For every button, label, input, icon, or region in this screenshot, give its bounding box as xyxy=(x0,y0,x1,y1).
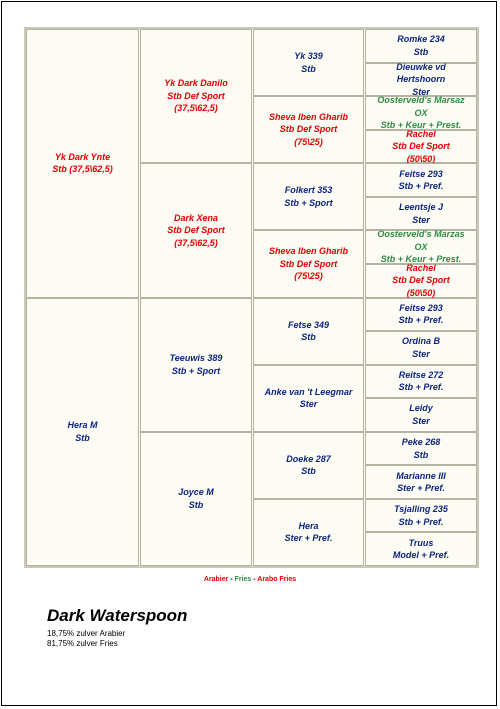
ancestor-line: Ster xyxy=(412,348,430,359)
ancestor-line: Truus xyxy=(408,537,434,548)
ancestor-line: Stb xyxy=(413,449,429,460)
ancestor-line: Stb + Pref. xyxy=(398,382,444,393)
percentage-fries: 81,75% zulver Fries xyxy=(47,639,118,648)
ancestor-line: Stb + Sport xyxy=(284,197,333,208)
ancestor-line: (50\50) xyxy=(406,287,436,298)
ancestor-line: Stb + Pref. xyxy=(398,181,444,192)
ancestor-line: (50\50) xyxy=(406,153,436,164)
ancestor-line: Stb + Sport xyxy=(171,365,221,376)
ancestor-line: Hera xyxy=(298,520,319,531)
ancestor-line: Stb Def Sport xyxy=(392,275,450,286)
ancestor-gen2-3 xyxy=(140,298,252,432)
ancestor-gen2-1 xyxy=(140,29,252,163)
ancestor-line: Ster xyxy=(412,415,430,426)
ancestor-line: Ster xyxy=(412,86,430,97)
ancestor-line: Hera M xyxy=(67,420,98,431)
ancestor-gen3-3 xyxy=(253,163,364,230)
ancestor-gen3-6 xyxy=(253,365,364,432)
ancestor-gen4-8 xyxy=(365,264,477,298)
ancestor-line: Yk Dark Danilo xyxy=(164,78,228,89)
ancestor-line: Oosterveld's Marzas xyxy=(377,229,465,240)
ancestor-gen4-9 xyxy=(365,298,477,332)
ancestor-gen4-11 xyxy=(365,365,477,399)
ancestor-gen4-12 xyxy=(365,398,477,432)
ancestor-line: Stb Def Sport xyxy=(279,124,338,135)
ancestor-gen4-10 xyxy=(365,331,477,365)
color-legend xyxy=(0,576,500,583)
ancestor-gen3-5 xyxy=(253,298,364,365)
ancestor-line: Ster + Pref. xyxy=(397,483,445,494)
ancestor-line: Peke 268 xyxy=(401,437,441,448)
ancestor-line: Marianne III xyxy=(396,470,446,481)
ancestor-line: Oosterveld's Marsaz xyxy=(377,95,465,106)
ancestor-line: Leidy xyxy=(409,403,433,414)
ancestor-line: Fetse 349 xyxy=(287,319,330,330)
ancestor-line: Stb + Pref. xyxy=(398,315,444,326)
ancestor-line: Stb xyxy=(413,46,429,57)
ancestor-gen4-15 xyxy=(365,499,477,533)
ancestor-line: OX xyxy=(414,241,428,252)
ancestor-line: Stb xyxy=(188,499,204,510)
ancestor-line: OX xyxy=(414,107,428,118)
ancestor-line: Stb Def Sport xyxy=(392,141,450,152)
ancestor-line: Stb xyxy=(301,466,316,477)
ancestor-line: Stb + Pref. xyxy=(398,516,444,527)
ancestor-line: Tsjalling 235 xyxy=(394,504,448,515)
ancestor-gen4-3 xyxy=(365,96,477,130)
ancestor-line: Joyce M xyxy=(178,487,214,498)
ancestor-gen2-4 xyxy=(140,432,252,566)
ancestor-line: Stb Def Sport xyxy=(167,225,225,236)
ancestor-gen4-7 xyxy=(365,230,477,264)
ancestor-gen4-1 xyxy=(365,29,477,63)
ancestor-gen3-8 xyxy=(253,499,364,566)
ancestor-gen3-1 xyxy=(253,29,364,96)
ancestor-gen4-4 xyxy=(365,130,477,164)
ancestor-line: Rachel xyxy=(406,128,436,139)
ancestor-line: Ster xyxy=(299,399,318,410)
ancestor-line: Stb xyxy=(301,63,316,74)
ancestor-line: Ster + Pref. xyxy=(284,533,333,544)
ancestor-gen3-4 xyxy=(253,230,364,297)
ancestor-gen2-2 xyxy=(140,163,252,297)
ancestor-line: Stb xyxy=(75,432,90,443)
horse-name: Dark Waterspoon xyxy=(47,606,188,625)
ancestor-line: Yk 339 xyxy=(294,51,323,62)
ancestor-line: (75\25) xyxy=(294,271,323,282)
legend-arabier: Arabier xyxy=(203,576,229,583)
ancestor-gen4-13 xyxy=(365,432,477,466)
ancestor-gen3-7 xyxy=(253,432,364,499)
ancestor-line: (37,5\62,5) xyxy=(174,237,218,248)
ancestor-gen4-2 xyxy=(365,63,477,97)
ancestor-line: Romke 234 xyxy=(397,34,445,45)
ancestor-line: Sheva Iben Gharib xyxy=(268,246,349,257)
ancestor-line: Doeke 287 xyxy=(286,453,331,464)
ancestor-line: Yk Dark Ynte xyxy=(54,151,111,162)
ancestor-line: Dark Xena xyxy=(173,212,219,223)
ancestor-gen3-2 xyxy=(253,96,364,163)
legend-arabo-fries: Arabo Fries xyxy=(257,576,297,583)
ancestor-line: Sheva Iben Gharib xyxy=(268,111,349,122)
ancestor-line: Anke van 't Leegmar xyxy=(264,386,353,397)
ancestor-line: Folkert 353 xyxy=(284,185,333,196)
ancestor-line: Ster xyxy=(412,214,430,225)
ancestor-gen4-14 xyxy=(365,465,477,499)
legend-separator: - xyxy=(228,576,235,583)
ancestor-line: Teeuwis 389 xyxy=(169,353,223,364)
ancestor-line: Feitse 293 xyxy=(399,168,443,179)
ancestor-line: Feitse 293 xyxy=(399,302,443,313)
ancestor-gen1-1 xyxy=(26,29,139,298)
ancestor-line: Hertshoorn xyxy=(396,74,446,85)
percentage-arabier: 18,75% zulver Arabier xyxy=(47,629,126,638)
ancestor-line: (37,5\62,5) xyxy=(174,103,218,114)
ancestor-line: Dieuwke vd xyxy=(396,61,446,72)
ancestor-line: Reitse 272 xyxy=(398,369,444,380)
ancestor-line: Stb Def Sport xyxy=(279,258,338,269)
legend-fries: Fries xyxy=(234,576,252,583)
ancestor-gen1-2 xyxy=(26,298,139,567)
ancestor-line: Model + Pref. xyxy=(392,550,450,561)
ancestor-line: Stb + Keur + Prest. xyxy=(380,120,462,131)
ancestor-line: Stb (37,5\62,5) xyxy=(52,164,113,175)
ancestor-line: Stb xyxy=(301,332,316,343)
ancestor-line: Stb + Keur + Prest. xyxy=(380,254,462,265)
ancestor-line: Leentsje J xyxy=(398,202,444,213)
legend-separator: - xyxy=(251,576,258,583)
ancestor-gen4-16 xyxy=(365,532,477,566)
ancestor-line: Rachel xyxy=(406,262,436,273)
ancestor-line: Ordina B xyxy=(401,336,440,347)
ancestor-line: Stb Def Sport xyxy=(167,90,225,101)
ancestor-line: (75\25) xyxy=(294,136,323,147)
ancestor-gen4-5 xyxy=(365,163,477,197)
ancestor-gen4-6 xyxy=(365,197,477,231)
